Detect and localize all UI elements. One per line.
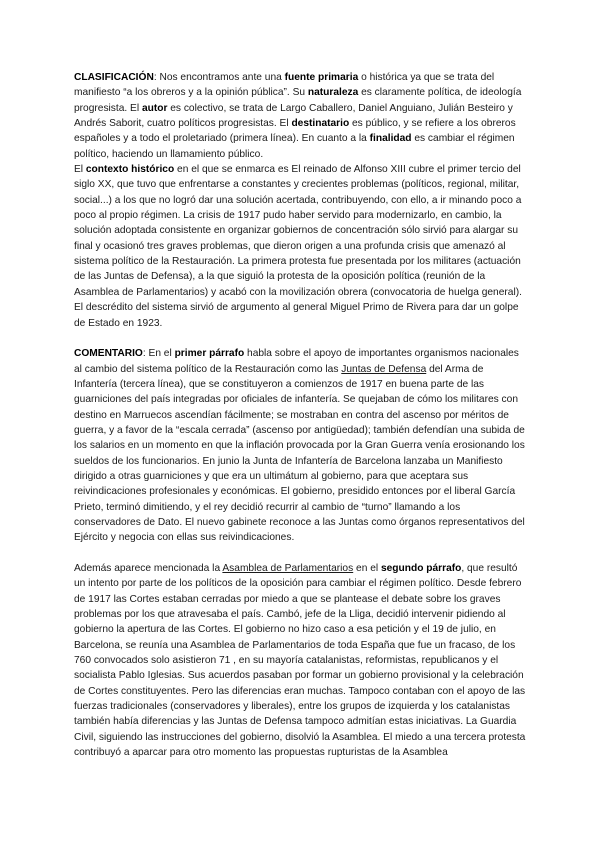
contexto-paragraph: El contexto histórico en el que se enmarca es El reinado de Alfonso XIII cubre el primer tercio del siglo XX, que tuvo que enfrentarse a constantes y crecientes problemas (políticos, regional, militar, social...) a los que no logró dar una solución acertada, contribuyendo, con ello, a ir minando poco a poco al propio régimen. La crisis de 1917 pudo haber servido para modernizarlo, en cambio, la solución adoptada consistente en organizar gobiernos de concentración sólo sirvió para alargar su final y ocasionó tres graves problemas, que dieron origen a una profunda crisis que amenazó al sistema político de la Restauración. La primera protesta fue presentada por los militares (actuación de las Juntas de Defensa), a la que siguió la protesta de la oposición política (reunión de la Asamblea de Parlamentarios) y acabó con la movilización obrera (convocatoria de huelga general). El descrédito del sistema sirvió de argumento al general Miguel Primo de Rivera para dar un golpe de Estado en 1923.	[74, 164, 522, 329]
document-page	[74, 70, 526, 760]
asamblea-paragraph: Además aparece mencionada la Asamblea de Parlamentarios en el segundo párrafo, que resultó un intento por parte de los políticos de la oposición para cambiar el régimen político. Desde febrero de 1917 las Cortes estaban cerradas por miedo a que se plantease el debate sobre los graves problemas por los que atravesaba el país. Cambó, jefe de la Lliga, decidió intervenir pidiendo al gobierno la apertura de las Cortes. El gobierno no hizo caso a esa petición y el 19 de julio, en Barcelona, se reunía una Asamblea de Parlamentarios de toda España que fue un fracaso, de los 760 convocados solo asistieron 71 , en su mayoría catalanistas, reformistas, republicanos y el socialista Pablo Iglesias. Sus acuerdos pasaban por formar un gobierno provisional y la celebración de Cortes constituyentes. Pero las diferencias eran muchas. Tampoco contaban con el apoyo de las fuerzas tradicionales (conservadores y liberales), entre los grupos de izquierda y los catalanistas también había diferencias y las Juntas de Defensa tampoco admitían estas iniciativas. La Guardia Civil, siguiendo las instrucciones del gobierno, disolvió la Asamblea. El miedo a una tercera protesta contribuyó a aparcar para otro momento las propuestas rupturistas de la Asamblea	[74, 563, 526, 759]
clasificacion-heading: CLASIFICACIÓN	[74, 72, 154, 83]
comentario-heading: COMENTARIO	[74, 348, 143, 360]
asamblea-parlamentarios-term: Asamblea de Parlamentarios	[222, 563, 354, 574]
juntas-defensa-term: Juntas de Defensa	[341, 363, 427, 375]
clasificacion-paragraph: CLASIFICACIÓN: Nos encontramos ante una fuente primaria o histórica ya que se trata del manifiesto “a los obreros y a la opinión pública”. Su naturaleza es claramente política, de ideología progresista. El autor es colectivo, se trata de Largo Caballero, Daniel Anguiano, Julián Besteiro y Andrés Saborit, cuatro políticos progresistas. El destinatario es público, y se refiere a los obreros españoles y a todo el proletariado (primera línea). En cuanto a la finalidad es cambiar el régimen político, haciendo un llamamiento público.	[74, 72, 522, 160]
comentario-paragraph: COMENTARIO: En el primer párrafo habla sobre el apoyo de importantes organismos nacionales al cambio del sistema político de la Restauración como las Juntas de Defensa del Arma de Infantería (tercera línea), que se constituyeron a comienzos de 1917 en buena parte de las guarniciones del país integradas por oficiales de infantería. Se quejaban de cómo los militares con destino en Marruecos ascendían fácilmente; se mostraban en contra del ascenso por méritos de guerra, y a favor de la “escala cerrada” (ascenso por antigüedad); también defendían una subida de los salarios en un momento en que la inflación provocada por la Gran Guerra venía erosionando los sueldos de los funcionarios. En junio la Junta de Infantería de Barcelona lanzaba un Manifiesto dirigido a otras guarniciones y que era un ultimátum al gobierno, para que aceptara sus reivindicaciones profesionales y económicas. El gobierno, presidido entonces por el liberal García Prieto, terminó dimitiendo, y el rey decidió recurrir al cambio de “turno” llamando a los conservadores de Dato. El nuevo gabinete reconoce a las Juntas como órganos representativos del Ejército y negocia con ellas sus reivindicaciones.	[74, 348, 525, 544]
